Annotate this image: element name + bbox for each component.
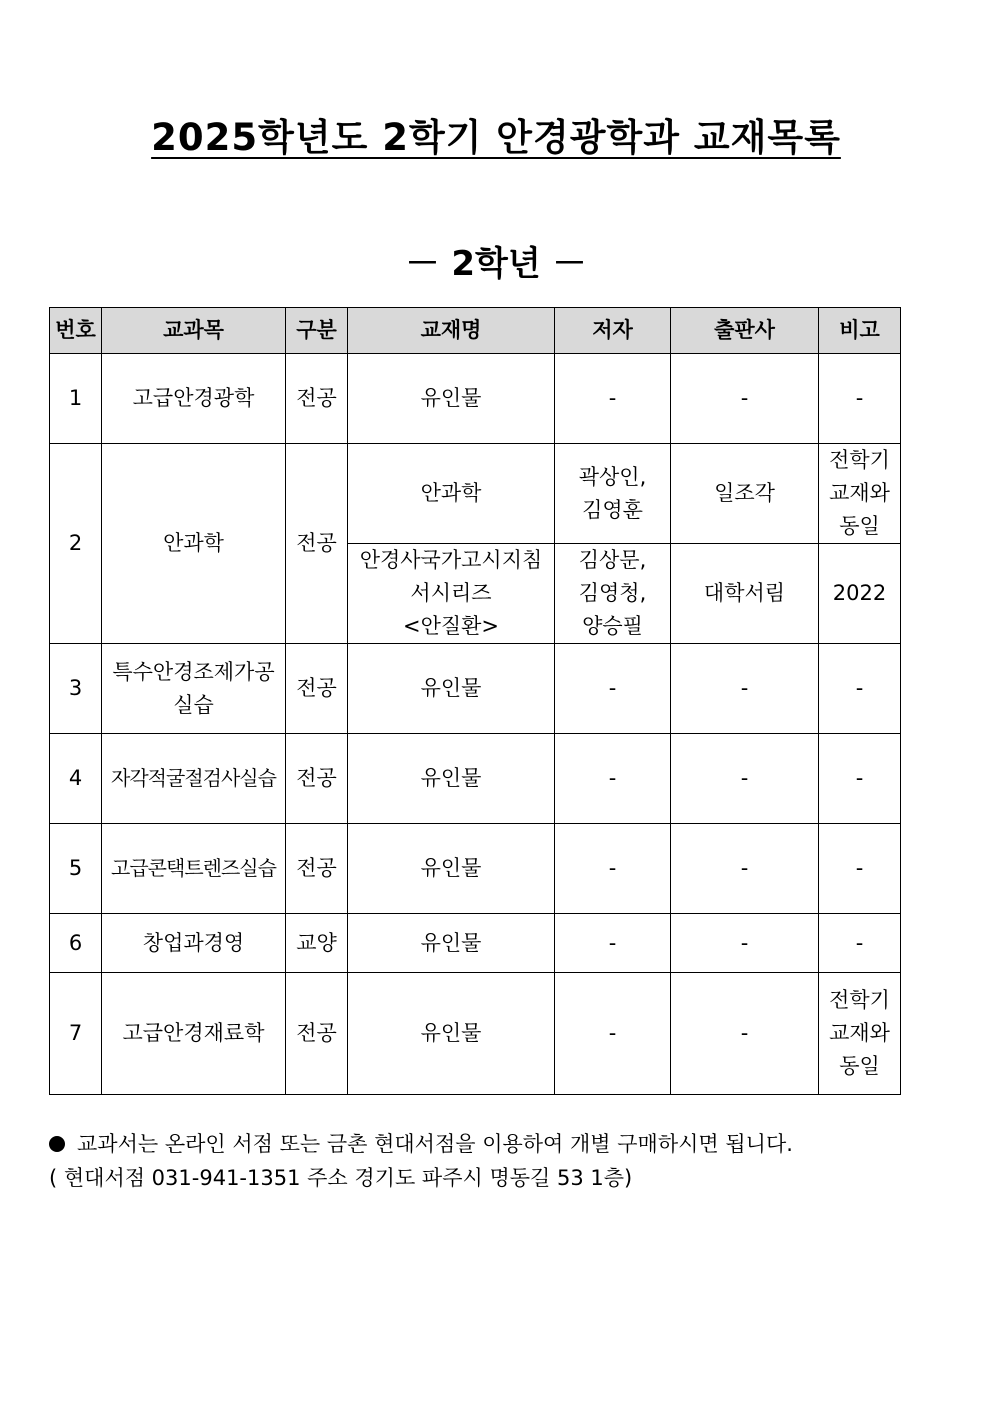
note-line: 교재와 xyxy=(829,1021,890,1045)
note-line-2: ( 현대서점 031-941-1351 주소 경기도 파주시 명동길 53 1층) xyxy=(49,1166,633,1190)
cell-note xyxy=(819,444,901,544)
purchase-notes xyxy=(49,1127,949,1195)
cell-book xyxy=(348,544,555,644)
cell-number: 3 xyxy=(50,644,102,734)
cell-number: 5 xyxy=(50,824,102,914)
cell-note: - xyxy=(819,644,901,734)
table-row xyxy=(50,644,901,734)
book-line: 안경사국가고시지침 xyxy=(359,548,543,572)
table-header-row xyxy=(50,308,901,354)
cell-course: 창업과경영 xyxy=(102,914,286,973)
cell-publisher: 일조각 xyxy=(671,444,819,544)
course-line: 특수안경조제가공 xyxy=(112,659,275,684)
cell-author xyxy=(555,544,671,644)
cell-type: 전공 xyxy=(286,824,348,914)
header-type: 구분 xyxy=(286,308,348,354)
cell-book: 유인물 xyxy=(348,973,555,1095)
author-line: 곽상인, xyxy=(578,464,647,489)
table-row xyxy=(50,973,901,1095)
header-book: 교재명 xyxy=(348,308,555,354)
cell-author: - xyxy=(555,914,671,973)
cell-number: 7 xyxy=(50,973,102,1095)
cell-course: 고급콘택트렌즈실습 xyxy=(102,824,286,914)
book-line: <안질환> xyxy=(402,614,500,638)
textbook-table xyxy=(49,307,901,1095)
author-line: 양승필 xyxy=(582,614,643,638)
table-row xyxy=(50,824,901,914)
cell-note: - xyxy=(819,354,901,444)
cell-note xyxy=(819,973,901,1095)
table-row xyxy=(50,354,901,444)
cell-publisher: - xyxy=(671,354,819,444)
cell-note: - xyxy=(819,734,901,824)
cell-book: 유인물 xyxy=(348,734,555,824)
cell-type: 전공 xyxy=(286,973,348,1095)
note-line-1 xyxy=(49,1127,949,1161)
cell-author xyxy=(555,444,671,544)
cell-publisher: 대학서림 xyxy=(671,544,819,644)
document-title-text: 2025학년도 2학기 안경광학과 교재목록 xyxy=(151,116,841,159)
cell-publisher: - xyxy=(671,824,819,914)
note-line: 교재와 xyxy=(829,481,890,505)
note-line: 전학기 xyxy=(829,988,890,1012)
note-line: 동일 xyxy=(839,514,880,538)
cell-author: - xyxy=(555,644,671,734)
header-course: 교과목 xyxy=(102,308,286,354)
book-line: 서시리즈 xyxy=(410,581,492,605)
table-row xyxy=(50,734,901,824)
author-line: 김상문, xyxy=(578,548,647,572)
header-note: 비고 xyxy=(819,308,901,354)
cell-number: 2 xyxy=(50,444,102,644)
cell-type: 전공 xyxy=(286,734,348,824)
header-author: 저자 xyxy=(555,308,671,354)
bullet-icon xyxy=(49,1136,65,1152)
cell-book: 유인물 xyxy=(348,644,555,734)
cell-author: - xyxy=(555,734,671,824)
header-number: 번호 xyxy=(50,308,102,354)
cell-note: - xyxy=(819,914,901,973)
cell-book: 유인물 xyxy=(348,354,555,444)
cell-book: 유인물 xyxy=(348,824,555,914)
author-line: 김영청, xyxy=(578,581,647,605)
grade-heading: － 2학년 － xyxy=(405,244,587,284)
cell-author: - xyxy=(555,973,671,1095)
cell-publisher: - xyxy=(671,914,819,973)
cell-author: - xyxy=(555,824,671,914)
cell-note: - xyxy=(819,824,901,914)
cell-number: 6 xyxy=(50,914,102,973)
cell-publisher: - xyxy=(671,644,819,734)
cell-course: 고급안경광학 xyxy=(102,354,286,444)
header-publisher: 출판사 xyxy=(671,308,819,354)
note-line: 동일 xyxy=(839,1054,880,1078)
cell-course: 고급안경재료학 xyxy=(102,973,286,1095)
cell-book: 안과학 xyxy=(348,444,555,544)
cell-type: 교양 xyxy=(286,914,348,973)
cell-type: 전공 xyxy=(286,354,348,444)
course-line: 실습 xyxy=(173,692,214,717)
author-line: 김영훈 xyxy=(582,497,643,522)
cell-number: 4 xyxy=(50,734,102,824)
purchase-note-text: 교과서는 온라인 서점 또는 금촌 현대서점을 이용하여 개별 구매하시면 됩니다. xyxy=(77,1132,793,1156)
document-title xyxy=(0,112,992,164)
cell-type: 전공 xyxy=(286,444,348,644)
cell-note: 2022 xyxy=(819,544,901,644)
cell-course: 안과학 xyxy=(102,444,286,644)
cell-type: 전공 xyxy=(286,644,348,734)
cell-course xyxy=(102,644,286,734)
cell-author: - xyxy=(555,354,671,444)
cell-number: 1 xyxy=(50,354,102,444)
cell-course: 자각적굴절검사실습 xyxy=(102,734,286,824)
cell-publisher: - xyxy=(671,734,819,824)
table-row xyxy=(50,444,901,544)
table-row xyxy=(50,914,901,973)
cell-publisher: - xyxy=(671,973,819,1095)
cell-book: 유인물 xyxy=(348,914,555,973)
note-line: 전학기 xyxy=(829,448,890,472)
